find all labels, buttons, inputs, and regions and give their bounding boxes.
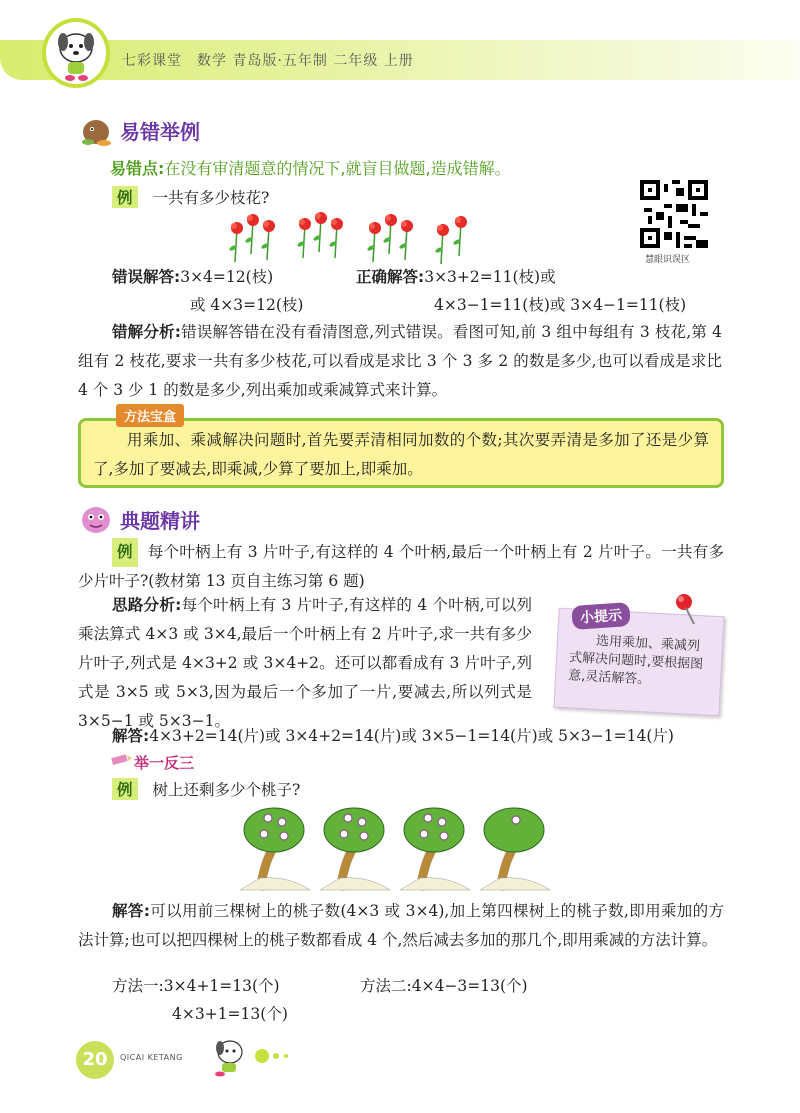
error-analysis	[78, 318, 722, 405]
method2-expr1: 4×4−3=13(个)	[411, 977, 528, 995]
qr-code[interactable]	[640, 180, 708, 248]
example-tag: 例	[112, 186, 138, 208]
thinking-label: 思路分析:	[112, 596, 182, 614]
error-point-line	[110, 156, 511, 179]
right-answer-expr2: 4×3−1=11(枝)或 3×4−1=11(枝)	[434, 296, 687, 314]
section-title-key-examples: 典题精讲	[120, 509, 200, 533]
page-number: 20	[76, 1041, 114, 1079]
example3-line	[112, 778, 300, 800]
example-line-1	[112, 186, 269, 208]
answer3-block	[78, 897, 724, 955]
tip-text: 选用乘加、乘减列式解决问题时,要根据图意,灵活解答。	[567, 633, 704, 688]
pushpin-icon	[670, 592, 700, 630]
right-answer-label: 正确解答:	[356, 268, 425, 286]
method-box	[78, 418, 724, 488]
error-point-text: 在没有审清题意的情况下,就盲目做题,造成错解。	[164, 159, 511, 178]
footer-brand: QICAI KETANG	[120, 1053, 183, 1062]
flower-illustration	[225, 208, 485, 268]
method1-expr1: 3×4+1=13(个)	[163, 977, 280, 995]
method-text: 用乘加、乘减解决问题时,首先要弄清相同加数的个数;其次要弄清是多加了还是少算了,多加了要减去,即乘减,少算了要加上,即乘加。	[93, 431, 709, 478]
pencil-icon	[110, 752, 132, 772]
wrong-answer-line1	[112, 265, 273, 287]
method-box-label: 方法宝盒	[116, 404, 184, 427]
flower-group-3	[367, 214, 413, 262]
wrong-answer-expr2: 或 4×3=12(枝)	[190, 296, 304, 314]
tree-2	[320, 808, 390, 890]
answer2-text: 4×3+2=14(片)或 3×4+2=14(片)或 3×5−1=14(片)或 5×3−1=14(片)	[149, 727, 674, 745]
method2-line1	[360, 974, 528, 996]
tree-3	[400, 808, 470, 890]
analysis-text: 错误解答错在没有看清图意,列式错误。看图可知,前 3 组中每组有 3 枝花,第 4 组有 2 枝花,要求一共有多少枝花,可以看成是求比 3 个 3 多 2 的数是多少,也可以看成是求比 4 个 3 少 1 的数是多少,列出乘加或乘减算式来计算。	[78, 323, 722, 399]
method1-label: 方法一:	[112, 977, 164, 995]
example2-block	[78, 538, 724, 596]
wrong-answer-expr1: 3×4=12(枝)	[180, 268, 274, 286]
hedgehog-icon	[78, 112, 114, 152]
example3-tag: 例	[112, 778, 138, 800]
section-title-common-errors: 易错举例	[120, 120, 200, 144]
analysis-label: 错解分析:	[112, 323, 181, 341]
tree-4	[480, 808, 550, 890]
peach-tree-illustration	[240, 806, 560, 896]
example2-tag: 例	[112, 538, 138, 567]
section-title-practice: 举一反三	[134, 754, 195, 772]
answer3-label: 解答:	[112, 902, 150, 920]
example3-question: 树上还剩多少个桃子?	[152, 781, 301, 799]
tree-1	[240, 808, 310, 890]
method2-label: 方法二:	[360, 977, 412, 995]
answer3-text: 可以用前三棵树上的桃子数(4×3 或 3×4),加上第四棵树上的桃子数,即用乘加的方法计算;也可以把四棵树上的桃子数都看成 4 个,然后减去多加的那几个,即用乘减的方法计算。	[78, 902, 724, 949]
answer2-line	[112, 724, 674, 746]
right-answer-line1	[356, 265, 556, 287]
qr-caption: 慧眼识误区	[645, 255, 691, 265]
right-answer-expr1: 3×3+2=11(枝)或	[424, 268, 556, 286]
thinking-text: 每个叶柄上有 3 片叶子,有这样的 4 个叶柄,可以列乘法算式 4×3 或 3×4,最后一个叶柄上有 2 片叶子,求一共有多少片叶子,列式是 4×3+2 或 3×4+2。还可以都看成有 3 片叶子,列式是 3×5 或 5×3,因为最后一个多加了一片,要减去,所以列式是 3×5−1 或 5×3−1。	[78, 596, 532, 730]
flower-group-4	[435, 216, 467, 264]
header-text: 七彩课堂 数学 青岛版·五年制 二年级 上册	[122, 53, 414, 69]
answer2-label: 解答:	[112, 727, 150, 745]
error-point-label: 易错点:	[110, 159, 165, 178]
flower-group-1	[229, 214, 275, 262]
example-question: 一共有多少枝花?	[152, 189, 270, 207]
method1-expr2: 4×3+1=13(个)	[172, 1005, 288, 1023]
flower-group-2	[297, 212, 343, 258]
monster-icon	[78, 500, 114, 540]
thinking-analysis	[78, 591, 532, 736]
mascot-dog-icon	[42, 18, 110, 88]
tip-title: 小提示	[571, 602, 631, 630]
footer-mascot-icon	[200, 1032, 300, 1082]
method1-line1	[112, 974, 280, 996]
example2-text: 每个叶柄上有 3 片叶子,有这样的 4 个叶柄,最后一个叶柄上有 2 片叶子。一共有多少片叶子?(教材第 13 页自主练习第 6 题)	[78, 543, 724, 590]
wrong-answer-label: 错误解答:	[112, 268, 181, 286]
